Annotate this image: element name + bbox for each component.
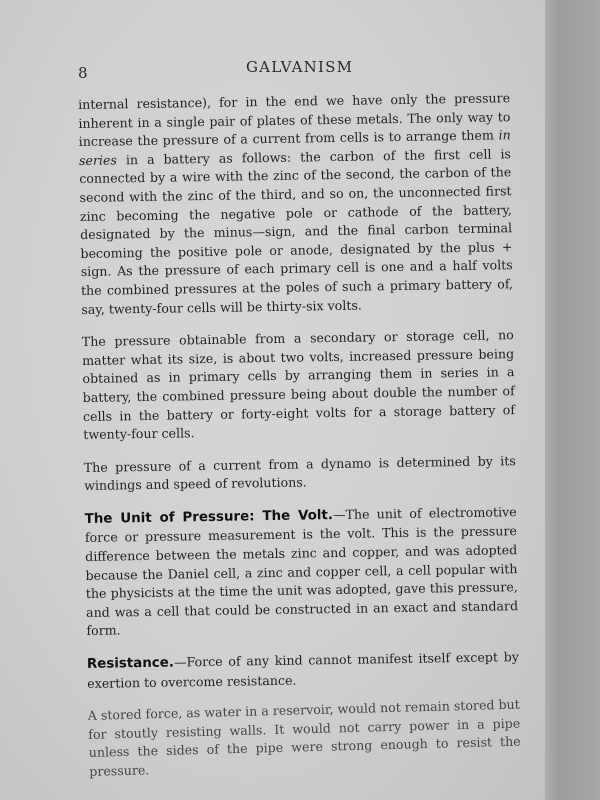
paragraph-dynamo: The pressure of a current from a dynamo is determined by its windings and speed of revolutions. <box>83 452 516 494</box>
running-head: GALVANISM <box>246 58 354 76</box>
paragraph-text: —The unit of electromotive force or pressure measurement is the volt. This is the pressure difference between the metals zinc and copper, and was adopted because the Daniel cell, a zinc and copper cell, a cell popular with the physicists at the time the unit was adopted, gave this pressure, and was a cell that could be constructed in an exact and standard form. <box>84 504 519 639</box>
section-heading-resistance: Resistance. <box>86 655 175 672</box>
paragraph-volt <box>85 503 519 641</box>
paragraph-series-batteries <box>78 89 513 319</box>
paragraph-stored-force: A stored force, as water in a reservoir, would not remain stored but for stoutly resisting walls. It would not carry power in a pipe unless the sides of the pipe were strong enough to resist the pressure. <box>87 696 521 779</box>
paragraph-text: internal resistance), for in the end we have only the pressure inherent in a single pair of plates of these metals. The only way to increase the pressure of a current from cells is to arrange them <box>78 90 511 150</box>
section-heading-volt: The Unit of Pressure: The Volt. <box>84 507 334 527</box>
paragraph-text: —Force of any kind cannot manifest itself except by exertion to overcome resistance. <box>87 649 519 691</box>
paragraph-resistance <box>87 648 520 693</box>
adjacent-page-edge <box>540 0 600 800</box>
paragraph-storage-cell: The pressure obtainable from a secondary or storage cell, no matter what its size, is about two volts, increased pressure being obtained as in primary cells by arranging them in series in a battery, the combined pressure being about double the number of cells in the battery or forty-eight volts for a storage battery of twenty-four cells. <box>81 327 516 443</box>
paragraph-text: in a battery as follows: the carbon of the first cell is connected by a wire with the zinc of the second, the carbon of the second with the zinc of the third, and so on, the unconnected first zinc becoming the negative pole or cathode of the battery, designated by the minus—sign, and the final carbon terminal becoming the positive pole or anode, designated by the plus + sign. As the pressure of each primary cell is one and a half volts the combined pressures at the poles of such a primary battery of, say, twenty-four cells will be thirty-six volts. <box>79 145 514 317</box>
page-body <box>78 89 521 795</box>
page-number: 8 <box>78 64 89 82</box>
italic-phrase: in series <box>78 127 511 168</box>
